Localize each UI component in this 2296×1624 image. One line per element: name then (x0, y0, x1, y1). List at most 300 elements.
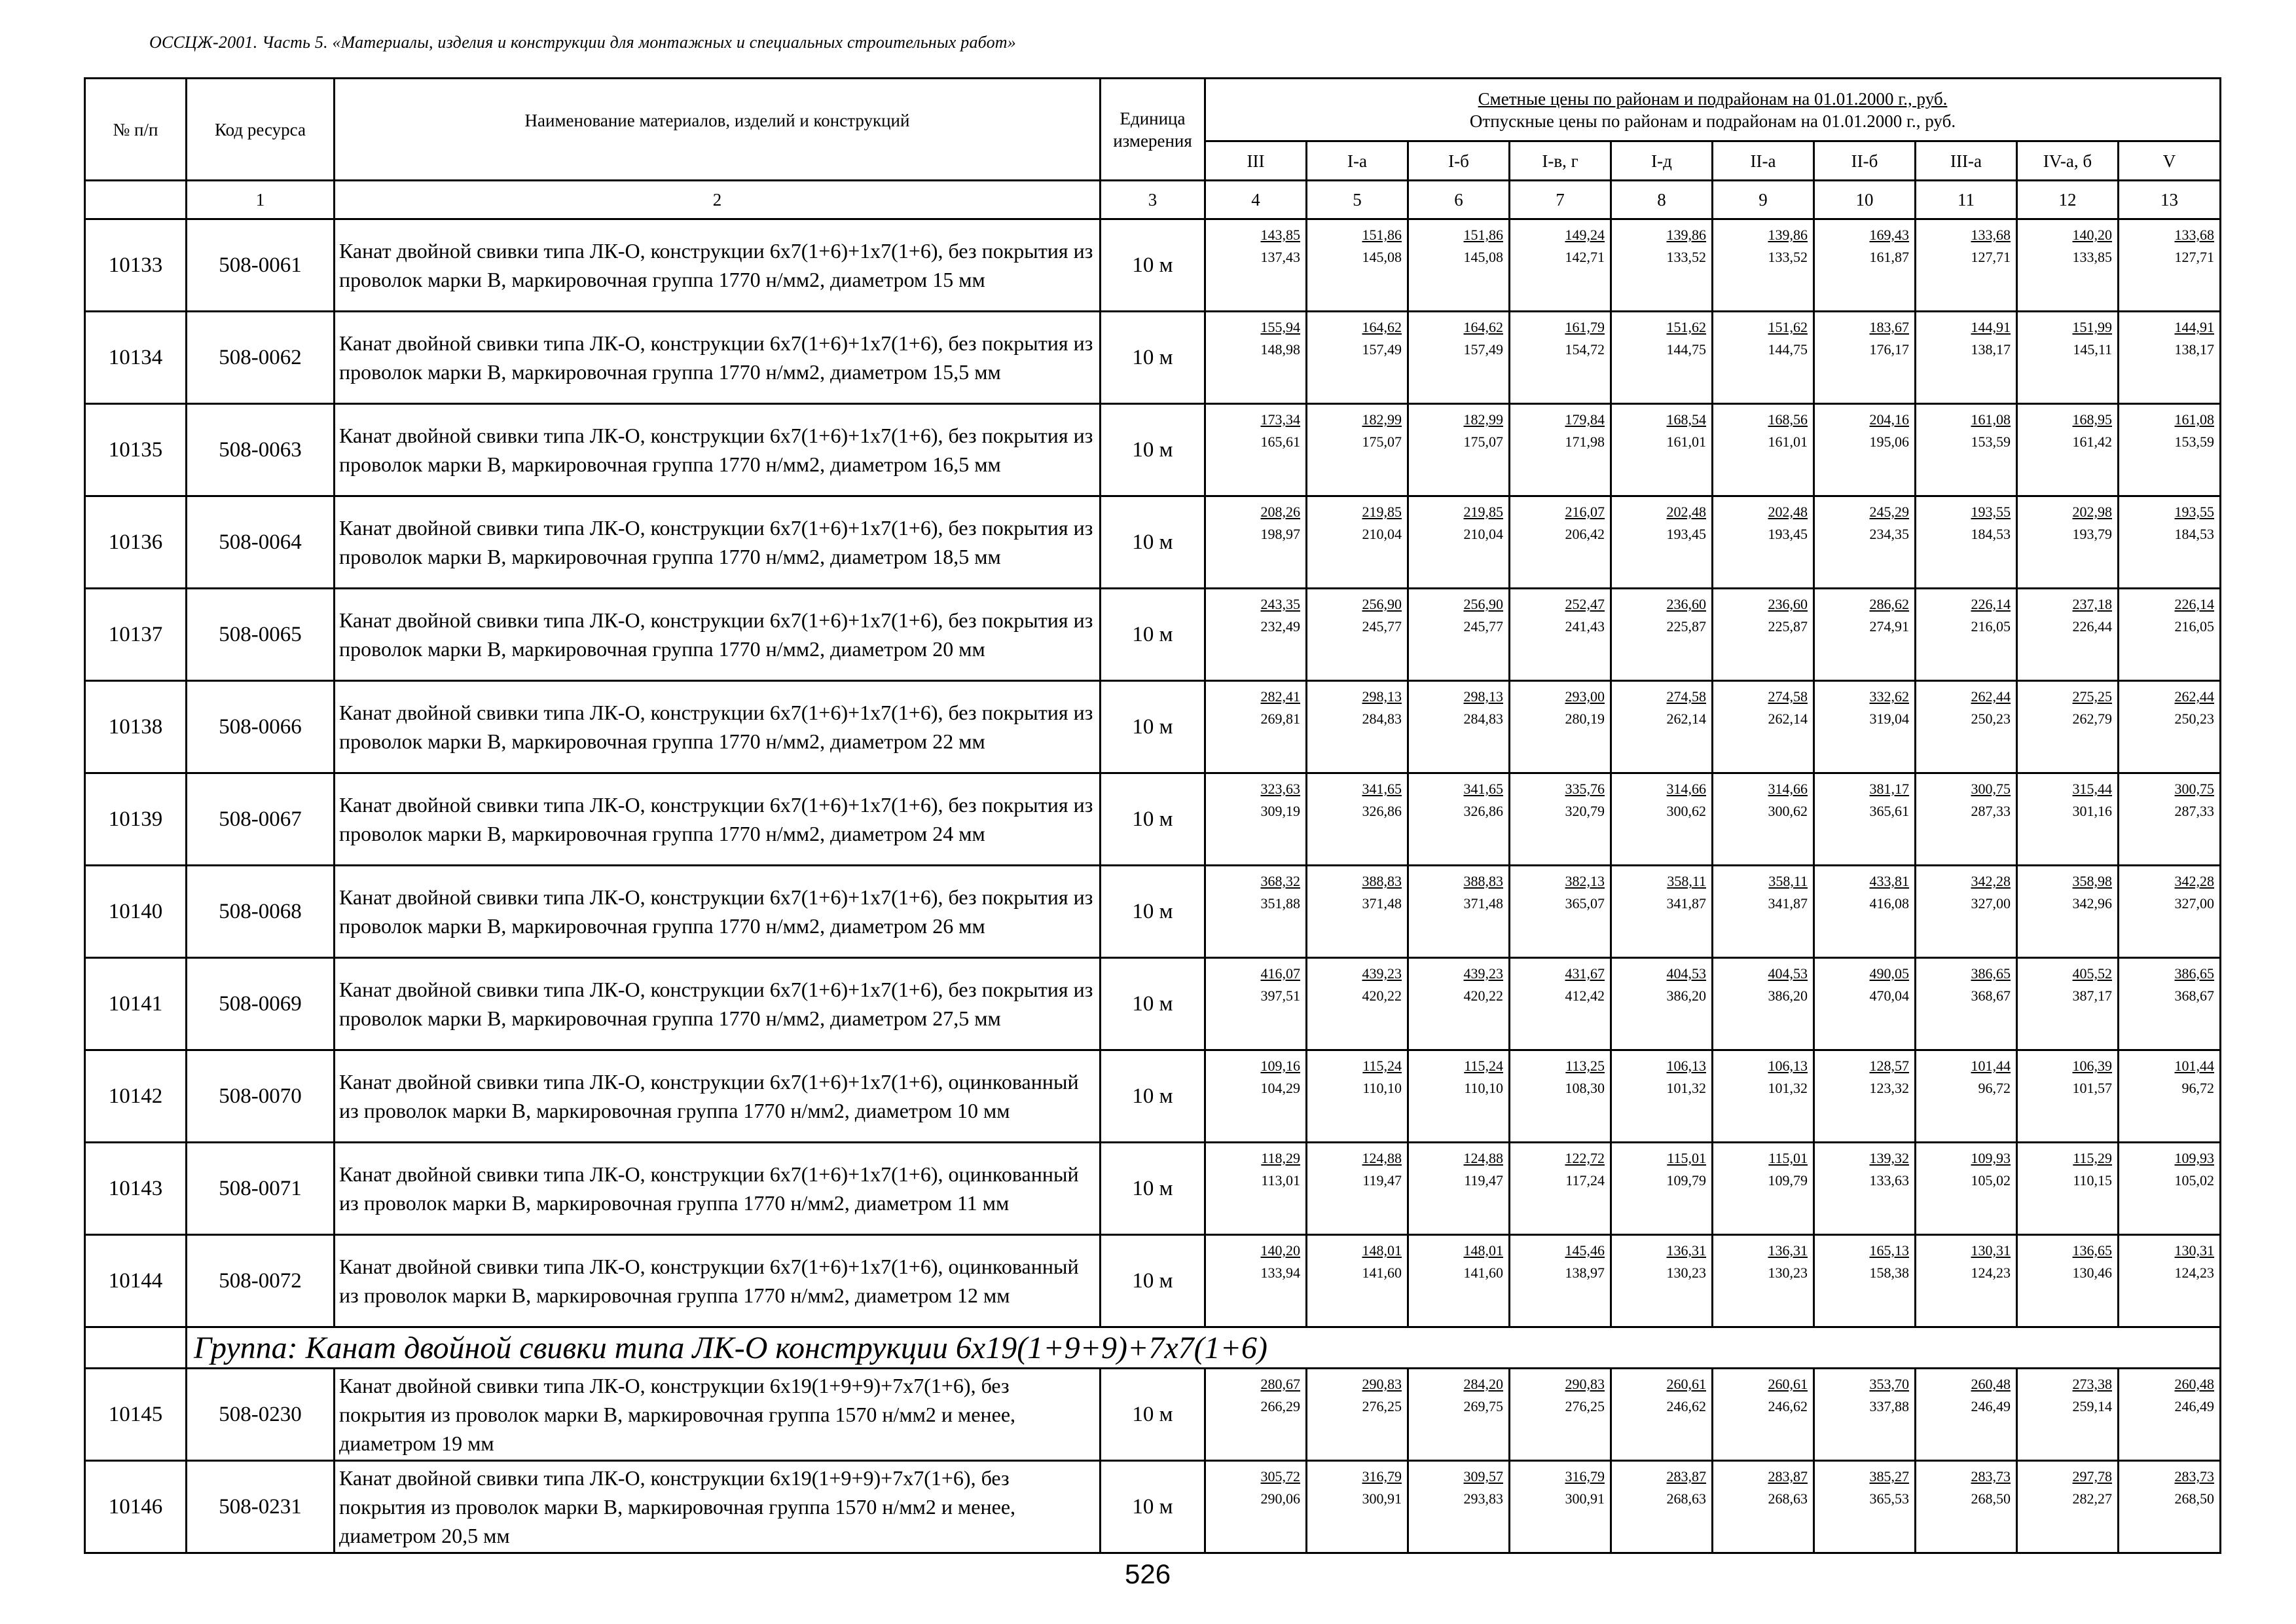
price-cell (1510, 219, 1611, 312)
header-region: III-а (1916, 141, 2017, 181)
release-price: 386,20 (1666, 987, 1706, 1004)
price-cell (1611, 219, 1713, 312)
unit: 10 м (1101, 1369, 1205, 1461)
price-cell (1307, 1050, 1408, 1143)
price-cell (1814, 404, 1916, 496)
release-price: 280,19 (1565, 710, 1605, 727)
estimate-price: 236,60 (1666, 596, 1706, 612)
price-cell (1510, 589, 1611, 681)
release-price: 269,81 (1260, 710, 1300, 727)
estimate-price: 216,07 (1565, 504, 1605, 520)
estimate-price: 431,67 (1565, 965, 1605, 982)
price-cell (1611, 866, 1713, 958)
release-price: 161,01 (1768, 434, 1808, 450)
estimate-price: 323,63 (1260, 781, 1300, 797)
release-price: 290,06 (1260, 1490, 1300, 1507)
release-price: 148,98 (1260, 341, 1300, 358)
unit: 10 м (1101, 312, 1205, 404)
release-price: 266,29 (1260, 1398, 1300, 1414)
release-price: 193,45 (1666, 526, 1706, 542)
release-price: 365,53 (1869, 1490, 1909, 1507)
column-number: 3 (1101, 181, 1205, 219)
unit: 10 м (1101, 219, 1205, 312)
release-price: 119,47 (1362, 1172, 1402, 1189)
price-cell (1307, 404, 1408, 496)
release-price: 420,22 (1463, 987, 1503, 1004)
estimate-price: 106,39 (2072, 1058, 2112, 1074)
release-price: 368,67 (2174, 987, 2214, 1004)
price-cell (1713, 312, 1814, 404)
price-cell (1408, 219, 1510, 312)
price-cell (1205, 681, 1307, 773)
estimate-price: 305,72 (1260, 1468, 1300, 1485)
price-cell (1408, 589, 1510, 681)
price-cell (2119, 958, 2221, 1050)
row-number: 10144 (85, 1235, 187, 1327)
estimate-price: 300,75 (1971, 781, 2011, 797)
price-cell (1713, 958, 1814, 1050)
estimate-price: 260,48 (1971, 1376, 2011, 1392)
price-cell (1510, 1369, 1611, 1461)
price-cell (1205, 1050, 1307, 1143)
price-cell (1408, 1235, 1510, 1327)
price-cell (1307, 1143, 1408, 1235)
column-number: 7 (1510, 181, 1611, 219)
estimate-price: 151,62 (1666, 319, 1706, 335)
price-cell (1510, 1461, 1611, 1553)
price-cell (1510, 681, 1611, 773)
price-cell (1713, 219, 1814, 312)
release-price: 109,79 (1768, 1172, 1808, 1189)
estimate-price: 136,65 (2072, 1242, 2112, 1259)
table-row (85, 1050, 2221, 1143)
estimate-price: 124,88 (1362, 1150, 1402, 1166)
release-price: 246,49 (1971, 1398, 2011, 1414)
estimate-price: 404,53 (1666, 965, 1706, 982)
price-cell (1814, 681, 1916, 773)
release-price: 319,04 (1869, 710, 1909, 727)
estimate-price: 155,94 (1260, 319, 1300, 335)
material-name: Канат двойной свивки типа ЛК-О, конструкции 6х7(1+6)+1х7(1+6), без покрытия из проволок марки В, маркировочная группа 1770 н/мм2, диаметром 15,5 мм (335, 312, 1101, 404)
estimate-price: 252,47 (1565, 596, 1605, 612)
price-cell (1408, 866, 1510, 958)
release-price: 225,87 (1666, 618, 1706, 635)
price-cell (2017, 958, 2119, 1050)
release-price: 110,10 (1464, 1080, 1503, 1096)
estimate-price: 245,29 (1869, 504, 1909, 520)
release-price: 137,43 (1260, 249, 1300, 265)
release-price: 245,77 (1362, 618, 1402, 635)
material-name: Канат двойной свивки типа ЛК-О, конструкции 6х19(1+9+9)+7х7(1+6), без покрытия из проволок марки В, маркировочная группа 1570 н/мм2 и менее, диаметром 20,5 мм (335, 1461, 1101, 1553)
estimate-price: 342,28 (1971, 873, 2011, 889)
table-row (85, 1235, 2221, 1327)
release-price: 101,32 (1666, 1080, 1706, 1096)
estimate-price: 168,95 (2072, 411, 2112, 428)
release-price: 105,02 (2174, 1172, 2214, 1189)
price-cell (2119, 1369, 2221, 1461)
table-row (85, 496, 2221, 589)
price-cell (2017, 1235, 2119, 1327)
column-number: 5 (1307, 181, 1408, 219)
estimate-price: 183,67 (1869, 319, 1909, 335)
release-price: 176,17 (1869, 341, 1909, 358)
material-name: Канат двойной свивки типа ЛК-О, конструкции 6х7(1+6)+1х7(1+6), без покрытия из проволок марки В, маркировочная группа 1770 н/мм2, диаметром 26 мм (335, 866, 1101, 958)
price-cell (1611, 1461, 1713, 1553)
price-cell (1713, 773, 1814, 866)
table-row (85, 404, 2221, 496)
price-cell (1205, 773, 1307, 866)
estimate-price: 139,86 (1768, 227, 1808, 243)
estimate-price: 202,48 (1768, 504, 1808, 520)
price-cell (1510, 773, 1611, 866)
row-number: 10133 (85, 219, 187, 312)
release-price: 262,14 (1768, 710, 1808, 727)
group-title: Группа: Канат двойной свивки типа ЛК-О конструкции 6х19(1+9+9)+7х7(1+6) (187, 1327, 2221, 1369)
release-price: 109,79 (1666, 1172, 1706, 1189)
estimate-price: 298,13 (1463, 688, 1503, 705)
estimate-price: 262,44 (1971, 688, 2011, 705)
release-price: 365,61 (1869, 803, 1909, 819)
estimate-price: 226,14 (2174, 596, 2214, 612)
price-cell (1510, 866, 1611, 958)
estimate-price: 260,61 (1666, 1376, 1706, 1392)
release-price: 195,06 (1869, 434, 1909, 450)
material-name: Канат двойной свивки типа ЛК-О, конструкции 6х7(1+6)+1х7(1+6), оцинкованный из проволок марки В, маркировочная группа 1770 н/мм2, диаметром 12 мм (335, 1235, 1101, 1327)
release-price: 287,33 (1971, 803, 2011, 819)
release-price: 268,50 (1971, 1490, 2011, 1507)
row-number: 10145 (85, 1369, 187, 1461)
estimate-price: 283,73 (1971, 1468, 2011, 1485)
price-cell (1408, 1369, 1510, 1461)
price-cell (2119, 1050, 2221, 1143)
price-cell (1205, 404, 1307, 496)
material-name: Канат двойной свивки типа ЛК-О, конструкции 6х19(1+9+9)+7х7(1+6), без покрытия из проволок марки В, маркировочная группа 1570 н/мм2 и менее, диаметром 19 мм (335, 1369, 1101, 1461)
price-cell (1916, 589, 2017, 681)
release-price: 269,75 (1463, 1398, 1503, 1414)
release-price: 241,43 (1565, 618, 1605, 635)
estimate-price: 358,98 (2072, 873, 2112, 889)
price-cell (2119, 773, 2221, 866)
estimate-price: 388,83 (1463, 873, 1503, 889)
estimate-price: 193,55 (1971, 504, 2011, 520)
release-price: 287,33 (2174, 803, 2214, 819)
price-cell (1713, 1235, 1814, 1327)
estimate-price: 115,29 (2073, 1150, 2112, 1166)
release-price: 226,44 (2072, 618, 2112, 635)
unit: 10 м (1101, 496, 1205, 589)
price-cell (1916, 1143, 2017, 1235)
release-price: 259,14 (2072, 1398, 2112, 1414)
table-row (85, 312, 2221, 404)
release-price: 130,46 (2072, 1264, 2112, 1281)
price-cell (1814, 496, 1916, 589)
price-cell (1611, 1369, 1713, 1461)
price-cell (1713, 496, 1814, 589)
estimate-price: 113,25 (1565, 1058, 1605, 1074)
release-price: 210,04 (1463, 526, 1503, 542)
row-number: 10135 (85, 404, 187, 496)
header-price-estimate: Сметные цены по районам и подрайонам на 01.01.2000 г., руб. (1478, 88, 1948, 109)
price-cell (2119, 681, 2221, 773)
price-cell (1713, 866, 1814, 958)
release-price: 96,72 (2181, 1080, 2214, 1096)
release-price: 104,29 (1260, 1080, 1300, 1096)
material-name: Канат двойной свивки типа ЛК-О, конструкции 6х7(1+6)+1х7(1+6), без покрытия из проволок марки В, маркировочная группа 1770 н/мм2, диаметром 16,5 мм (335, 404, 1101, 496)
estimate-price: 290,83 (1565, 1376, 1605, 1392)
estimate-price: 286,62 (1869, 596, 1909, 612)
release-price: 123,32 (1869, 1080, 1909, 1096)
price-cell (1916, 681, 2017, 773)
estimate-price: 202,48 (1666, 504, 1706, 520)
column-number: 2 (335, 181, 1101, 219)
price-cell (1713, 1143, 1814, 1235)
release-price: 284,83 (1362, 710, 1402, 727)
estimate-price: 490,05 (1869, 965, 1909, 982)
price-cell (1205, 496, 1307, 589)
price-cell (1916, 1369, 2017, 1461)
estimate-price: 341,65 (1362, 781, 1402, 797)
price-cell (1611, 1050, 1713, 1143)
estimate-price: 335,76 (1565, 781, 1605, 797)
table-row (85, 773, 2221, 866)
header-prices (1205, 79, 2221, 141)
estimate-price: 256,90 (1362, 596, 1402, 612)
price-cell (1814, 589, 1916, 681)
price-cell (1510, 496, 1611, 589)
release-price: 284,83 (1463, 710, 1503, 727)
price-cell (1205, 1369, 1307, 1461)
price-cell (1916, 958, 2017, 1050)
table-row (85, 589, 2221, 681)
estimate-price: 115,24 (1464, 1058, 1503, 1074)
header-unit: Единица измерения (1101, 79, 1205, 181)
price-cell (1814, 958, 1916, 1050)
estimate-price: 342,28 (2174, 873, 2214, 889)
estimate-price: 274,58 (1666, 688, 1706, 705)
release-price: 145,11 (2073, 341, 2112, 358)
header-no: № п/п (85, 79, 187, 181)
column-number: 6 (1408, 181, 1510, 219)
resource-code: 508-0066 (187, 681, 335, 773)
price-cell (1916, 404, 2017, 496)
estimate-price: 148,01 (1463, 1242, 1503, 1259)
release-price: 309,19 (1260, 803, 1300, 819)
release-price: 342,96 (2072, 895, 2112, 912)
price-cell (1916, 1235, 2017, 1327)
price-cell (1307, 866, 1408, 958)
release-price: 234,35 (1869, 526, 1909, 542)
release-price: 470,04 (1869, 987, 1909, 1004)
row-number: 10136 (85, 496, 187, 589)
page-number: 526 (1125, 1559, 1171, 1589)
price-cell (1205, 1461, 1307, 1553)
price-cell (2017, 1369, 2119, 1461)
release-price: 133,52 (1666, 249, 1706, 265)
estimate-price: 161,08 (1971, 411, 2011, 428)
release-price: 133,63 (1869, 1172, 1909, 1189)
estimate-price: 386,65 (2174, 965, 2214, 982)
estimate-price: 353,70 (1869, 1376, 1909, 1392)
price-cell (1205, 312, 1307, 404)
row-number: 10142 (85, 1050, 187, 1143)
estimate-price: 284,20 (1463, 1376, 1503, 1392)
table-row (85, 866, 2221, 958)
estimate-price: 358,11 (1768, 873, 1808, 889)
estimate-price: 133,68 (2174, 227, 2214, 243)
price-cell (1916, 866, 2017, 958)
price-cell (2119, 1235, 2221, 1327)
release-price: 113,01 (1261, 1172, 1300, 1189)
estimate-price: 115,01 (1768, 1150, 1808, 1166)
estimate-price: 128,57 (1869, 1058, 1909, 1074)
estimate-price: 193,55 (2174, 504, 2214, 520)
price-cell (1205, 219, 1307, 312)
price-cell (2017, 681, 2119, 773)
estimate-price: 280,67 (1260, 1376, 1300, 1392)
table-row (85, 1461, 2221, 1553)
unit: 10 м (1101, 958, 1205, 1050)
price-cell (1713, 1369, 1814, 1461)
price-cell (1713, 1050, 1814, 1143)
estimate-price: 115,24 (1362, 1058, 1402, 1074)
resource-code: 508-0068 (187, 866, 335, 958)
price-cell (1916, 219, 2017, 312)
release-price: 145,08 (1362, 249, 1402, 265)
column-number: 12 (2017, 181, 2119, 219)
estimate-price: 109,93 (1971, 1150, 2011, 1166)
release-price: 117,24 (1565, 1172, 1605, 1189)
release-price: 124,23 (1971, 1264, 2011, 1281)
release-price: 144,75 (1768, 341, 1808, 358)
column-number: 13 (2119, 181, 2221, 219)
estimate-price: 382,13 (1565, 873, 1605, 889)
price-cell (1408, 773, 1510, 866)
release-price: 246,62 (1666, 1398, 1706, 1414)
price-cell (2119, 404, 2221, 496)
release-price: 262,79 (2072, 710, 2112, 727)
release-price: 141,60 (1362, 1264, 1402, 1281)
price-cell (2017, 312, 2119, 404)
estimate-price: 161,79 (1565, 319, 1605, 335)
price-cell (1408, 312, 1510, 404)
row-number: 10141 (85, 958, 187, 1050)
material-name: Канат двойной свивки типа ЛК-О, конструкции 6х7(1+6)+1х7(1+6), без покрытия из проволок марки В, маркировочная группа 1770 н/мм2, диаметром 24 мм (335, 773, 1101, 866)
price-cell (2119, 1461, 2221, 1553)
release-price: 300,62 (1666, 803, 1706, 819)
release-price: 119,47 (1464, 1172, 1503, 1189)
resource-code: 508-0061 (187, 219, 335, 312)
release-price: 341,87 (1768, 895, 1808, 912)
resource-code: 508-0070 (187, 1050, 335, 1143)
estimate-price: 169,43 (1869, 227, 1909, 243)
estimate-price: 151,86 (1362, 227, 1402, 243)
estimate-price: 290,83 (1362, 1376, 1402, 1392)
estimate-price: 143,85 (1260, 227, 1300, 243)
price-cell (1510, 958, 1611, 1050)
release-price: 124,23 (2174, 1264, 2214, 1281)
estimate-price: 243,35 (1260, 596, 1300, 612)
group-row (85, 1327, 2221, 1369)
price-cell (1205, 866, 1307, 958)
estimate-price: 283,87 (1666, 1468, 1706, 1485)
resource-code: 508-0230 (187, 1369, 335, 1461)
estimate-price: 293,00 (1565, 688, 1605, 705)
release-price: 327,00 (2174, 895, 2214, 912)
price-cell (1916, 773, 2017, 866)
release-price: 262,14 (1666, 710, 1706, 727)
release-price: 110,15 (2073, 1172, 2112, 1189)
estimate-price: 145,46 (1565, 1242, 1605, 1259)
release-price: 157,49 (1362, 341, 1402, 358)
column-number: 11 (1916, 181, 2017, 219)
release-price: 144,75 (1666, 341, 1706, 358)
price-cell (1814, 1235, 1916, 1327)
release-price: 133,94 (1260, 1264, 1300, 1281)
estimate-price: 237,18 (2072, 596, 2112, 612)
price-cell (1408, 958, 1510, 1050)
price-cell (1916, 496, 2017, 589)
material-name: Канат двойной свивки типа ЛК-О, конструкции 6х7(1+6)+1х7(1+6), оцинкованный из проволок марки В, маркировочная группа 1770 н/мм2, диаметром 10 мм (335, 1050, 1101, 1143)
header-name: Наименование материалов, изделий и конструкций (335, 79, 1101, 181)
release-price: 130,23 (1666, 1264, 1706, 1281)
release-price: 420,22 (1362, 987, 1402, 1004)
release-price: 246,49 (2174, 1398, 2214, 1414)
estimate-price: 130,31 (2174, 1242, 2214, 1259)
estimate-price: 358,11 (1667, 873, 1706, 889)
material-name: Канат двойной свивки типа ЛК-О, конструкции 6х7(1+6)+1х7(1+6), без покрытия из проволок марки В, маркировочная группа 1770 н/мм2, диаметром 27,5 мм (335, 958, 1101, 1050)
resource-code: 508-0063 (187, 404, 335, 496)
price-cell (2119, 219, 2221, 312)
header-code: Код ресурса (187, 79, 335, 181)
release-price: 268,50 (2174, 1490, 2214, 1507)
column-number: 1 (187, 181, 335, 219)
release-price: 175,07 (1463, 434, 1503, 450)
unit: 10 м (1101, 589, 1205, 681)
header-region: III (1205, 141, 1307, 181)
release-price: 141,60 (1463, 1264, 1503, 1281)
unit: 10 м (1101, 1143, 1205, 1235)
release-price: 105,02 (1971, 1172, 2011, 1189)
release-price: 416,08 (1869, 895, 1909, 912)
price-cell (1307, 958, 1408, 1050)
unit: 10 м (1101, 1050, 1205, 1143)
estimate-price: 168,54 (1666, 411, 1706, 428)
resource-code: 508-0231 (187, 1461, 335, 1553)
price-cell (1611, 404, 1713, 496)
estimate-price: 315,44 (2072, 781, 2112, 797)
release-price: 133,52 (1768, 249, 1808, 265)
release-price: 276,25 (1362, 1398, 1402, 1414)
estimate-price: 144,91 (1971, 319, 2011, 335)
material-name: Канат двойной свивки типа ЛК-О, конструкции 6х7(1+6)+1х7(1+6), без покрытия из проволок марки В, маркировочная группа 1770 н/мм2, диаметром 15 мм (335, 219, 1101, 312)
estimate-price: 275,25 (2072, 688, 2112, 705)
estimate-price: 341,65 (1463, 781, 1503, 797)
row-number: 10137 (85, 589, 187, 681)
price-cell (1510, 1235, 1611, 1327)
price-cell (2017, 773, 2119, 866)
price-cell (2017, 1050, 2119, 1143)
release-price: 138,17 (1971, 341, 2011, 358)
price-cell (1611, 681, 1713, 773)
release-price: 293,83 (1463, 1490, 1503, 1507)
estimate-price: 388,83 (1362, 873, 1402, 889)
price-cell (1916, 312, 2017, 404)
price-cell (1814, 1050, 1916, 1143)
price-cell (2017, 589, 2119, 681)
price-cell (1713, 589, 1814, 681)
estimate-price: 140,20 (1260, 1242, 1300, 1259)
header-region: I-д (1611, 141, 1713, 181)
